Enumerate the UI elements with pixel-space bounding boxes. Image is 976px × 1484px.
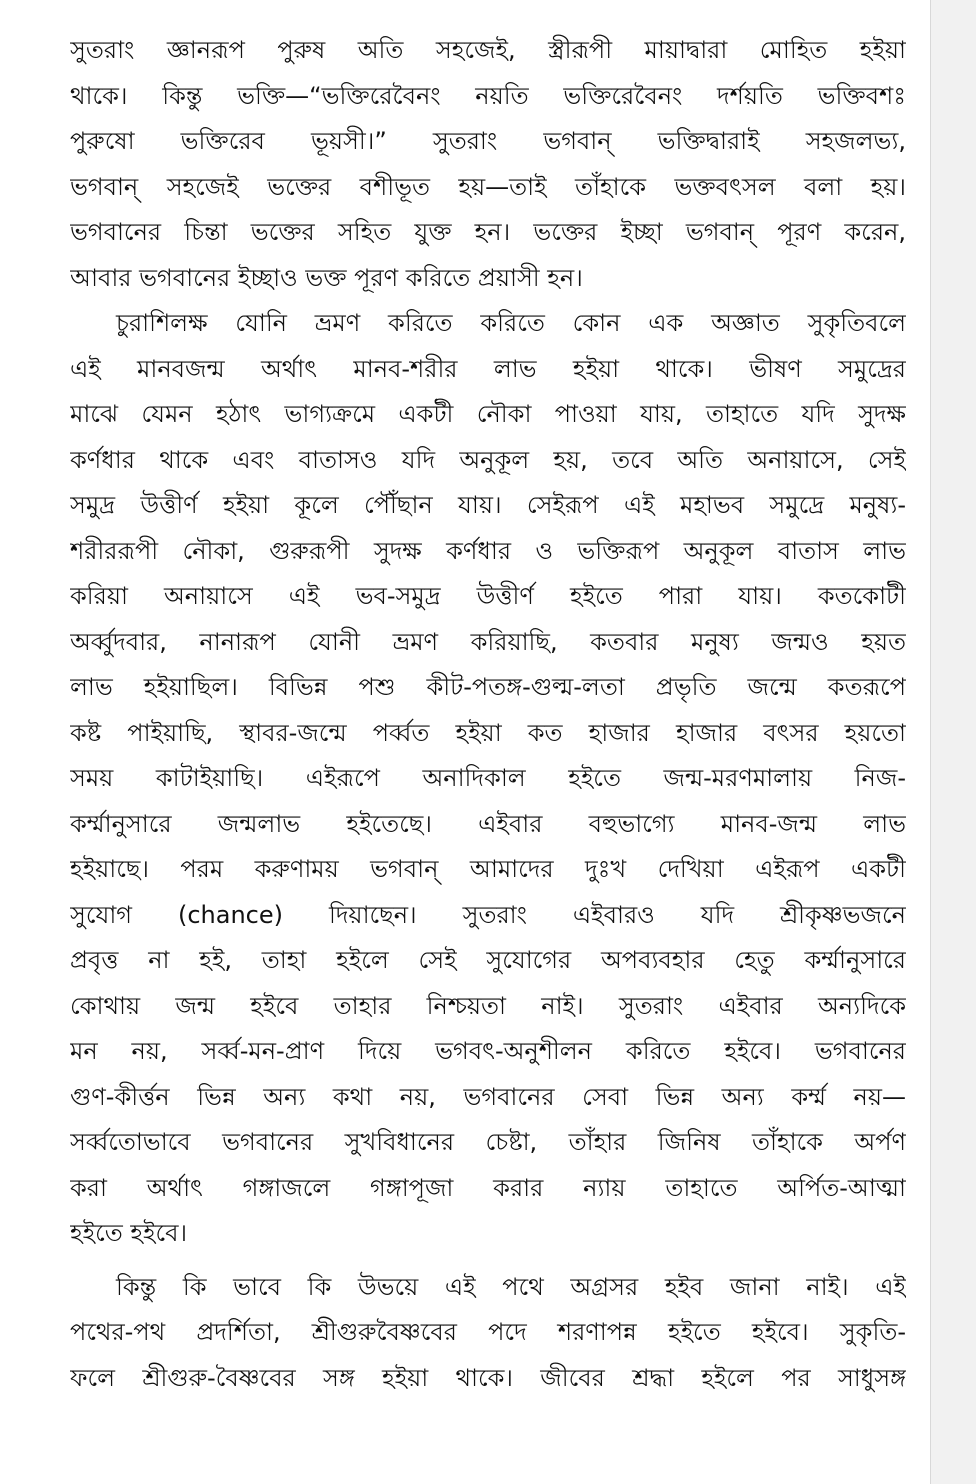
text-line: সুতরাং জ্ঞানরূপ পুরুষ অতি সহজেই, স্ত্রীরূপী মায়াদ্বারা মোহিত হইয়া bbox=[70, 36, 906, 64]
text-line: কর্ণধার থাকে এবং বাতাসও যদি অনুকূল হয়, তবে অতি অনায়াসে, সেই bbox=[70, 445, 906, 474]
page-text bbox=[70, 28, 906, 1401]
text-line: থাকে। কিন্তু ভক্তি—“ভক্তিরেবৈনং নয়তি ভক্তিরেবৈনং দর্শয়তি ভক্তিবশঃ bbox=[70, 81, 906, 110]
text-line: পুরুষো ভক্তিরেব ভূয়সী।” সুতরাং ভগবান্ ভক্তিদ্বারাই সহজলভ্য, bbox=[70, 127, 906, 155]
text-line: শরীররূপী নৌকা, গুরুরূপী সুদক্ষ কর্ণধার ও ভক্তিরূপ অনুকূল বাতাস লাভ bbox=[70, 536, 906, 565]
text-line: সুযোগ (chance) দিয়াছেন। সুতরাং এইবারও যদি শ্রীকৃষ্ণভজনে bbox=[70, 900, 906, 929]
text-line: হইয়াছে। পরম করুণাময় ভগবান্ আমাদের দুঃখ দেখিয়া এইরূপ একটী bbox=[70, 855, 906, 883]
text-line: কিন্তু কি ভাবে কি উভয়ে এই পথে অগ্রসর হইব জানা নাই। এই bbox=[116, 1272, 906, 1301]
paragraph-2 bbox=[70, 301, 906, 1257]
text-line: সর্ব্বতোভাবে ভগবানের সুখবিধানের চেষ্টা, তাঁহার জিনিষ তাঁহাকে অর্পণ bbox=[70, 1128, 906, 1156]
paragraph-spacer bbox=[70, 1257, 906, 1265]
text-line: কোথায় জন্ম হইবে তাহার নিশ্চয়তা নাই। সুতরাং এইবার অন্যদিকে bbox=[70, 991, 906, 1020]
page-background-margin bbox=[931, 0, 976, 1484]
text-line: গুণ-কীর্ত্তন ভিন্ন অন্য কথা নয়, ভগবানের সেবা ভিন্ন অন্য কর্ম্ম নয়— bbox=[70, 1082, 906, 1111]
text-line: হইতে হইবে। bbox=[70, 1219, 188, 1247]
text-line: প্রবৃত্ত না হই, তাহা হইলে সেই সুযোগের অপব্যবহার হেতু কর্ম্মানুসারে bbox=[70, 946, 906, 974]
text-line: সমুদ্র উত্তীর্ণ হইয়া কূলে পৌঁছান যায়। সেইরূপ এই মহাভব সমুদ্রে মনুষ্য- bbox=[70, 491, 906, 519]
text-line: মাঝে যেমন হঠাৎ ভাগ্যক্রমে একটী নৌকা পাওয়া যায়, তাহাতে যদি সুদক্ষ bbox=[70, 400, 906, 428]
text-line: আবার ভগবানের ইচ্ছাও ভক্ত পূরণ করিতে প্রয়াসী হন। bbox=[70, 263, 583, 292]
text-line: মন নয়, সর্ব্ব-মন-প্রাণ দিয়ে ভগবৎ-অনুশীলন করিতে হইবে। ভগবানের bbox=[70, 1037, 906, 1065]
text-line: কষ্ট পাইয়াছি, স্থাবর-জন্মে পর্ব্বত হইয়া কত হাজার হাজার বৎসর হয়তো bbox=[70, 718, 906, 747]
paragraph-1 bbox=[70, 28, 906, 301]
text-line: এই মানবজন্ম অর্থাৎ মানব-শরীর লাভ হইয়া থাকে। ভীষণ সমুদ্রের bbox=[70, 354, 906, 383]
text-line: অর্ব্বুদবার, নানারূপ যোনী ভ্রমণ করিয়াছি, কতবার মনুষ্য জন্মও হয়ত bbox=[70, 627, 906, 656]
text-line: চুরাশিলক্ষ যোনি ভ্রমণ করিতে করিতে কোন এক অজ্ঞাত সুকৃতিবলে bbox=[116, 309, 906, 337]
text-line: করিয়া অনায়াসে এই ভব-সমুদ্র উত্তীর্ণ হইতে পারা যায়। কতকোটী bbox=[70, 582, 906, 610]
text-line: কর্ম্মানুসারে জন্মলাভ হইতেছে। এইবার বহুভাগ্যে মানব-জন্ম লাভ bbox=[70, 809, 906, 838]
text-line: ফলে শ্রীগুরু-বৈষ্ণবের সঙ্গ হইয়া থাকে। জীবের শ্রদ্ধা হইলে পর সাধুসঙ্গ bbox=[70, 1363, 906, 1392]
text-line: ভগবান্ সহজেই ভক্তের বশীভূত হয়—তাই তাঁহাকে ভক্তবৎসল বলা হয়। bbox=[70, 172, 906, 201]
text-line: সময় কাটাইয়াছি। এইরূপে অনাদিকাল হইতে জন্ম-মরণমালায় নিজ- bbox=[70, 764, 906, 792]
text-line: পথের-পথ প্রদর্শিতা, শ্রীগুরুবৈষ্ণবের পদে শরণাপন্ন হইতে হইবে। সুকৃতি- bbox=[70, 1318, 906, 1346]
text-line: ভগবানের চিন্তা ভক্তের সহিত যুক্ত হন। ভক্তের ইচ্ছা ভগবান্ পূরণ করেন, bbox=[70, 218, 906, 246]
text-line: করা অর্থাৎ গঙ্গাজলে গঙ্গাপূজা করার ন্যায় তাহাতে অর্পিত-আত্মা bbox=[70, 1173, 906, 1202]
paragraph-3 bbox=[70, 1265, 906, 1402]
text-line: লাভ হইয়াছিল। বিভিন্ন পশু কীট-পতঙ্গ-গুল্ম-লতা প্রভৃতি জন্মে কতরূপে bbox=[70, 673, 906, 701]
